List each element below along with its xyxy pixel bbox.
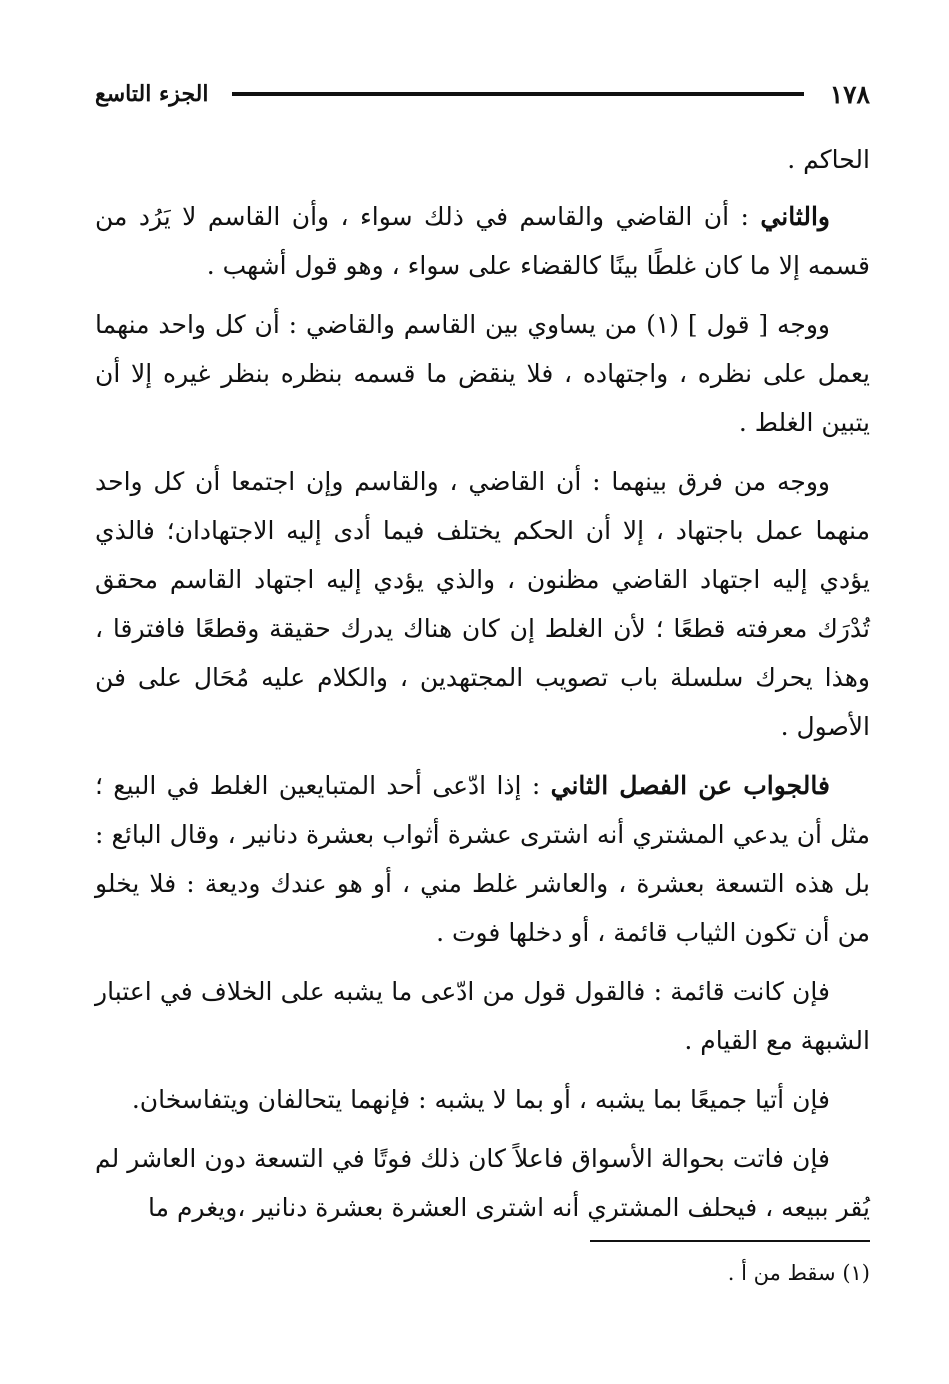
paragraph-4-text: ووجه من فرق بينهما : أن القاضي ، والقاسم وإن اجتمعا أن كل واحد منهما عمل باجتهاد ، إلا أن الحكم يختلف فيما أدى إليه الاجتهادان؛ فالذي يؤدي إليه اجتهاد القاضي مظنون ، والذي يؤدي إليه اجتهاد القاسم محقق تُدْرَك معرفته قطعًا ؛ لأن الغلط إن كان هناك يدرك حقيقة وقطعًا فافترقا ، وهذا يحرك سلسلة باب تصويب المجتهدين ، والكلام عليه مُحَال على فن الأصول .	[95, 467, 870, 741]
paragraph-8-text: فإن فاتت بحوالة الأسواق فاعلاً كان ذلك فوتًا في التسعة دون العاشر لم يُقر ببيعه ، فيحلف المشتري أنه اشترى العشرة بعشرة دنانير ،ويغرم ما	[95, 1144, 870, 1222]
paragraph-4	[95, 457, 870, 751]
paragraph-1-text: الحاكم .	[787, 145, 870, 174]
paragraph-1	[95, 135, 870, 184]
paragraph-6-text: فإن كانت قائمة : فالقول قول من ادّعى ما يشبه على الخلاف في اعتبار الشبهة مع القيام .	[95, 977, 870, 1055]
page-number: ١٧٨	[829, 79, 870, 109]
book-page	[95, 60, 870, 1340]
paragraph-3	[95, 300, 870, 447]
paragraph-8	[95, 1134, 870, 1232]
paragraph-6	[95, 967, 870, 1065]
paragraph-7	[95, 1075, 870, 1124]
footnote: (١) سقط من أ .	[727, 1261, 870, 1285]
paragraph-2	[95, 192, 870, 290]
paragraph-5-text: : إذا ادّعى أحد المتبايعين الغلط في البيع ؛ مثل أن يدعي المشتري أنه اشترى عشرة أثواب بعشرة دنانير ، وقال البائع : بل هذه التسعة بعشرة ، والعاشر غلط مني ، أو هو عندك وديعة : فلا يخلو من أن تكون الثياب قائمة ، أو دخلها فوت .	[95, 771, 870, 947]
header-rule	[232, 92, 803, 96]
paragraph-3-text: ووجه [ قول ] (١) من يساوي بين القاسم والقاضي : أن كل واحد منهما يعمل على نظره ، واجتهاده ، فلا ينقض ما قسمه بنظره بنظر غيره إلا أن يتبين الغلط .	[95, 310, 870, 437]
paragraph-7-text: فإن أتيا جميعًا بما يشبه ، أو بما لا يشبه : فإنهما يتحالفان ويتفاسخان.	[131, 1085, 830, 1114]
paragraph-2-lead: والثاني	[760, 202, 830, 231]
paragraph-2-text: : أن القاضي والقاسم في ذلك سواء ، وأن القاسم لا يَرُد من قسمه إلا ما كان غلطًا بينًا كالقضاء على سواء ، وهو قول أشهب .	[95, 202, 870, 280]
paragraph-5-lead: فالجواب عن الفصل الثاني	[550, 771, 830, 800]
body-text	[95, 135, 870, 1242]
running-title: الجزء التاسع	[95, 81, 209, 107]
paragraph-5	[95, 761, 870, 957]
running-header	[95, 74, 870, 114]
footnote-rule	[590, 1240, 870, 1242]
